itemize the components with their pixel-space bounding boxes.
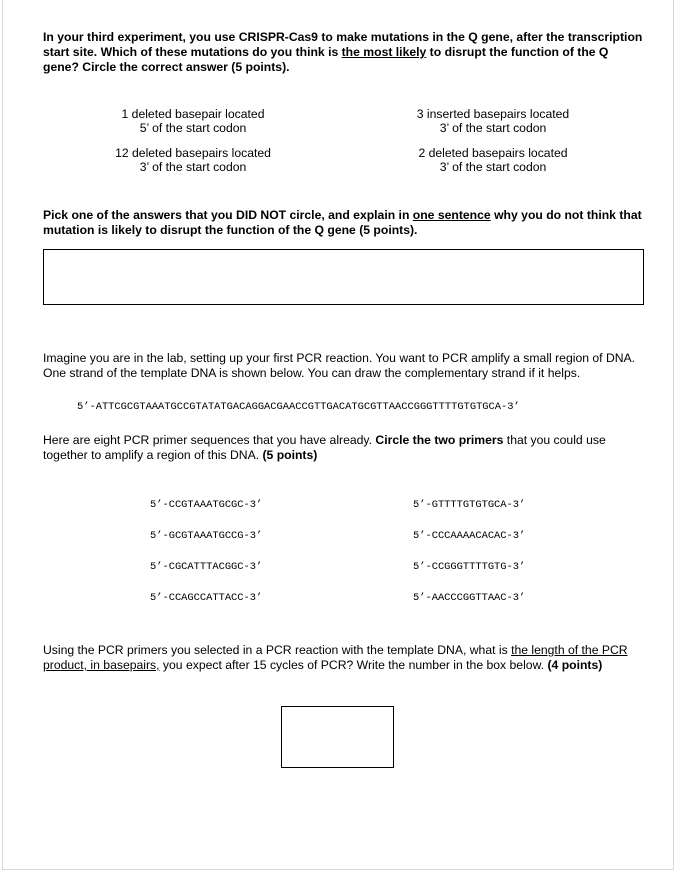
option-3-line1: 12 deleted basepairs located: [115, 146, 271, 160]
primer-left-2[interactable]: 5’-GCGTAAATGCCG-3’: [150, 530, 263, 542]
question-5-emphasis: the length of the PCR product, in basepairs,: [43, 643, 628, 672]
primer-right-4[interactable]: 5’-AACCCGGTTAAC-3’: [413, 592, 526, 604]
template-dna-sequence: 5’-ATTCGCGTAAATGCCGTATATGACAGGACGAACCGTTGACATGCGTTAACCGGGTTTTGTGTGCA-3’: [77, 401, 520, 413]
option-4-line1: 2 deleted basepairs located: [418, 146, 568, 160]
question-5-points: (4 points): [547, 658, 603, 672]
option-3-line2: 3’ of the start codon: [139, 160, 247, 174]
question-1-text: In your third experiment, you use CRISPR-Cas9 to make mutations in the Q gene, after the transcription start site. Which of these mutations do you think is the most likely to disrupt the function of the Q gene? Circle the correct answer (5 points).: [43, 30, 643, 74]
explanation-answer-box[interactable]: [43, 249, 644, 305]
option-2-line1: 3 inserted basepairs located: [416, 107, 570, 121]
option-1[interactable]: [93, 107, 293, 135]
question-2-emphasis: one sentence: [412, 208, 491, 222]
question-4-instruction: Circle the two primers: [375, 433, 504, 447]
question-2-text: Pick one of the answers that you DID NOT circle, and explain in one sentence why you do not think that mutation is likely to disrupt the function of the Q gene (5 points).: [43, 208, 642, 237]
pcr-length-answer-box[interactable]: [281, 706, 394, 768]
primer-left-3[interactable]: 5’-CGCATTTACGGC-3’: [150, 561, 263, 573]
primer-left-1[interactable]: 5’-CCGTAAATGCGC-3’: [150, 499, 263, 511]
option-4[interactable]: [393, 146, 593, 174]
primer-left-4[interactable]: 5’-CCAGCCATTACC-3’: [150, 592, 263, 604]
option-2[interactable]: [393, 107, 593, 135]
option-2-line2: 3’ of the start codon: [439, 121, 547, 135]
primer-right-1[interactable]: 5’-GTTTTGTGTGCA-3’: [413, 499, 526, 511]
option-1-line2: 5’ of the start codon: [139, 121, 247, 135]
option-4-line2: 3’ of the start codon: [439, 160, 547, 174]
question-3-text: Imagine you are in the lab, setting up your first PCR reaction. You want to PCR amplify a small region of DNA. One strand of the template DNA is shown below. You can draw the complementary strand if it helps.: [43, 351, 636, 380]
primer-right-3[interactable]: 5’-CCGGGTTTTGTG-3’: [413, 561, 526, 573]
question-5-text: Using the PCR primers you selected in a PCR reaction with the template DNA, what is the length of the PCR product, in basepairs, you expect after 15 cycles of PCR? Write the number in the box below. (4 points): [43, 643, 628, 672]
primer-right-2[interactable]: 5’-CCCAAAACACAC-3’: [413, 530, 526, 542]
option-3[interactable]: [93, 146, 293, 174]
question-4-text: Here are eight PCR primer sequences that you have already. Circle the two primers that you could use together to amplify a region of this DNA. (5 points): [43, 433, 606, 462]
question-4-points: (5 points): [262, 448, 318, 462]
question-1-emphasis: the most likely: [341, 45, 427, 59]
option-1-line1: 1 deleted basepair located: [121, 107, 265, 121]
